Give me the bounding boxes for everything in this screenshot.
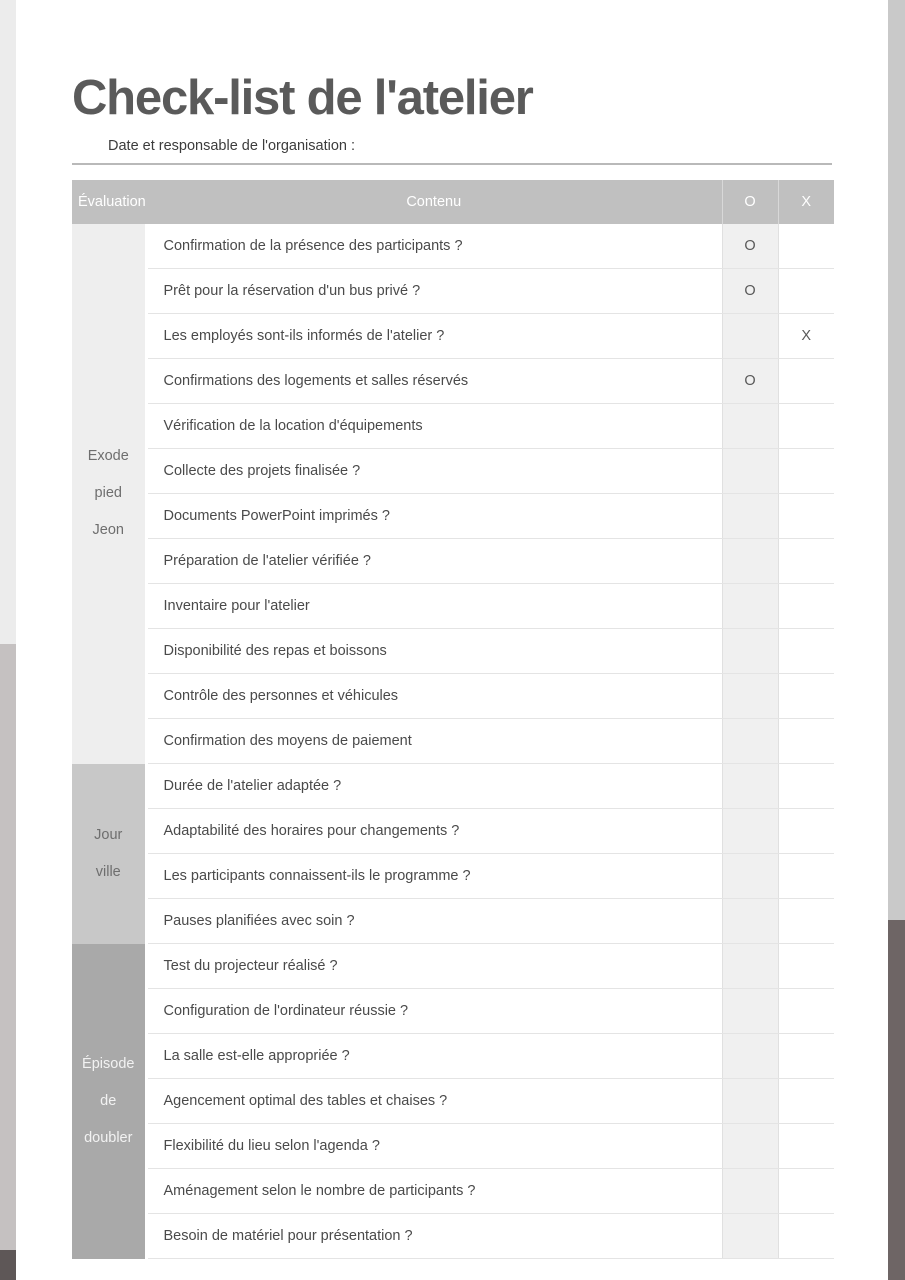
checklist-item-text: Configuration de l'ordinateur réussie ? [146, 989, 722, 1034]
evaluation-group-label-line: de [100, 1092, 117, 1109]
checklist-ko-cell[interactable] [778, 494, 834, 539]
checklist-ok-cell[interactable] [722, 584, 778, 629]
checklist-ko-cell[interactable] [778, 899, 834, 944]
checklist-ok-cell[interactable] [722, 854, 778, 899]
checklist-ko-cell[interactable] [778, 224, 834, 269]
checklist-item-text: Documents PowerPoint imprimés ? [146, 494, 722, 539]
table-row [72, 854, 834, 899]
checklist-ok-cell[interactable] [722, 449, 778, 494]
checklist-ok-cell[interactable] [722, 674, 778, 719]
header-content: Contenu [146, 180, 722, 224]
table-header [72, 180, 834, 224]
checklist-item-text: La salle est-elle appropriée ? [146, 1034, 722, 1079]
checklist-ok-cell[interactable]: O [722, 269, 778, 314]
checklist-ok-cell[interactable] [722, 1034, 778, 1079]
checklist-ko-cell[interactable] [778, 584, 834, 629]
header-ko: X [778, 180, 834, 224]
table-row [72, 764, 834, 809]
checklist-ko-cell[interactable] [778, 674, 834, 719]
evaluation-group-label-line: Épisode [82, 1055, 135, 1072]
checklist-item-text: Les participants connaissent-ils le programme ? [146, 854, 722, 899]
checklist-ko-cell[interactable] [778, 629, 834, 674]
checklist-ko-cell[interactable] [778, 1079, 834, 1124]
table-row [72, 674, 834, 719]
checklist-ko-cell[interactable] [778, 404, 834, 449]
checklist-ko-cell[interactable] [778, 764, 834, 809]
checklist-ko-cell[interactable] [778, 809, 834, 854]
table-header-row [72, 180, 834, 224]
table-row [72, 989, 834, 1034]
checklist-item-text: Adaptabilité des horaires pour changements ? [146, 809, 722, 854]
checklist-ok-cell[interactable] [722, 989, 778, 1034]
checklist-ko-cell[interactable] [778, 1124, 834, 1169]
table-row [72, 539, 834, 584]
header-evaluation: Évaluation [72, 180, 146, 224]
table-row [72, 809, 834, 854]
evaluation-group-label [72, 944, 146, 1259]
checklist-ok-cell[interactable] [722, 944, 778, 989]
table-body [72, 224, 834, 1259]
table-row [72, 1124, 834, 1169]
checklist-item-text: Besoin de matériel pour présentation ? [146, 1214, 722, 1259]
checklist-ko-cell[interactable] [778, 359, 834, 404]
checklist-ok-cell[interactable] [722, 899, 778, 944]
checklist-item-text: Aménagement selon le nombre de participants ? [146, 1169, 722, 1214]
checklist-ko-cell[interactable] [778, 1169, 834, 1214]
checklist-ok-cell[interactable] [722, 404, 778, 449]
table-row [72, 1034, 834, 1079]
checklist-item-text: Les employés sont-ils informés de l'atelier ? [146, 314, 722, 359]
left-edge-strip-lower [0, 1250, 16, 1280]
checklist-item-text: Confirmation des moyens de paiement [146, 719, 722, 764]
checklist-ok-cell[interactable] [722, 809, 778, 854]
checklist-item-text: Test du projecteur réalisé ? [146, 944, 722, 989]
table-row [72, 944, 834, 989]
date-underline-rule [72, 163, 832, 165]
checklist-ok-cell[interactable] [722, 494, 778, 539]
checklist-ko-cell[interactable] [778, 539, 834, 584]
checklist-ko-cell[interactable]: X [778, 314, 834, 359]
evaluation-group-label-line: pied [94, 485, 122, 502]
evaluation-group-label-line: Jour [94, 826, 123, 843]
checklist-ok-cell[interactable] [722, 1214, 778, 1259]
page-title: Check-list de l'atelier [72, 70, 533, 125]
table-row [72, 899, 834, 944]
checklist-ko-cell[interactable] [778, 1034, 834, 1079]
checklist-ok-cell[interactable] [722, 539, 778, 584]
header-ok: O [722, 180, 778, 224]
table-row [72, 494, 834, 539]
table-row [72, 1079, 834, 1124]
table-row [72, 359, 834, 404]
table-row [72, 1214, 834, 1259]
checklist-ok-cell[interactable]: O [722, 359, 778, 404]
table-row [72, 719, 834, 764]
date-responsible-label: Date et responsable de l'organisation : [108, 138, 356, 154]
checklist-item-text: Disponibilité des repas et boissons [146, 629, 722, 674]
table-row [72, 269, 834, 314]
checklist-item-text: Contrôle des personnes et véhicules [146, 674, 722, 719]
checklist-ko-cell[interactable] [778, 854, 834, 899]
evaluation-group-label-line: Exode [87, 448, 129, 465]
checklist-item-text: Agencement optimal des tables et chaises ? [146, 1079, 722, 1124]
table-row [72, 224, 834, 269]
checklist-item-text: Confirmation de la présence des participants ? [146, 224, 722, 269]
evaluation-group-label-line: ville [95, 863, 121, 880]
checklist-ok-cell[interactable] [722, 1124, 778, 1169]
left-edge-strip-middle [0, 644, 16, 1250]
checklist-ok-cell[interactable] [722, 764, 778, 809]
evaluation-group-label [72, 764, 146, 944]
checklist-ko-cell[interactable] [778, 269, 834, 314]
checklist-item-text: Vérification de la location d'équipements [146, 404, 722, 449]
checklist-item-text: Confirmations des logements et salles réservés [146, 359, 722, 404]
checklist-item-text: Inventaire pour l'atelier [146, 584, 722, 629]
right-edge-strip-upper [888, 0, 905, 920]
checklist-ok-cell[interactable] [722, 1169, 778, 1214]
left-edge-strip-upper [0, 0, 16, 644]
document-sheet [16, 0, 888, 1280]
checklist-item-text: Pauses planifiées avec soin ? [146, 899, 722, 944]
checklist-ko-cell[interactable] [778, 989, 834, 1034]
table-row [72, 314, 834, 359]
checklist-item-text: Durée de l'atelier adaptée ? [146, 764, 722, 809]
table-row [72, 404, 834, 449]
evaluation-group-label-line: doubler [84, 1129, 133, 1146]
table-row [72, 584, 834, 629]
checklist-ok-cell[interactable]: O [722, 224, 778, 269]
checklist-item-text: Préparation de l'atelier vérifiée ? [146, 539, 722, 584]
table-row [72, 1169, 834, 1214]
evaluation-group-label [72, 224, 146, 764]
checklist-item-text: Collecte des projets finalisée ? [146, 449, 722, 494]
checklist-table [72, 180, 834, 1259]
checklist-ko-cell[interactable] [778, 449, 834, 494]
checklist-ok-cell[interactable] [722, 314, 778, 359]
table-row [72, 449, 834, 494]
checklist-ko-cell[interactable] [778, 719, 834, 764]
checklist-ok-cell[interactable] [722, 1079, 778, 1124]
checklist-ok-cell[interactable] [722, 719, 778, 764]
checklist-ok-cell[interactable] [722, 629, 778, 674]
right-edge-strip-lower [888, 920, 905, 1280]
evaluation-group-label-line: Jeon [92, 522, 124, 539]
table-row [72, 629, 834, 674]
checklist-item-text: Prêt pour la réservation d'un bus privé ? [146, 269, 722, 314]
checklist-item-text: Flexibilité du lieu selon l'agenda ? [146, 1124, 722, 1169]
checklist-ko-cell[interactable] [778, 1214, 834, 1259]
checklist-ko-cell[interactable] [778, 944, 834, 989]
